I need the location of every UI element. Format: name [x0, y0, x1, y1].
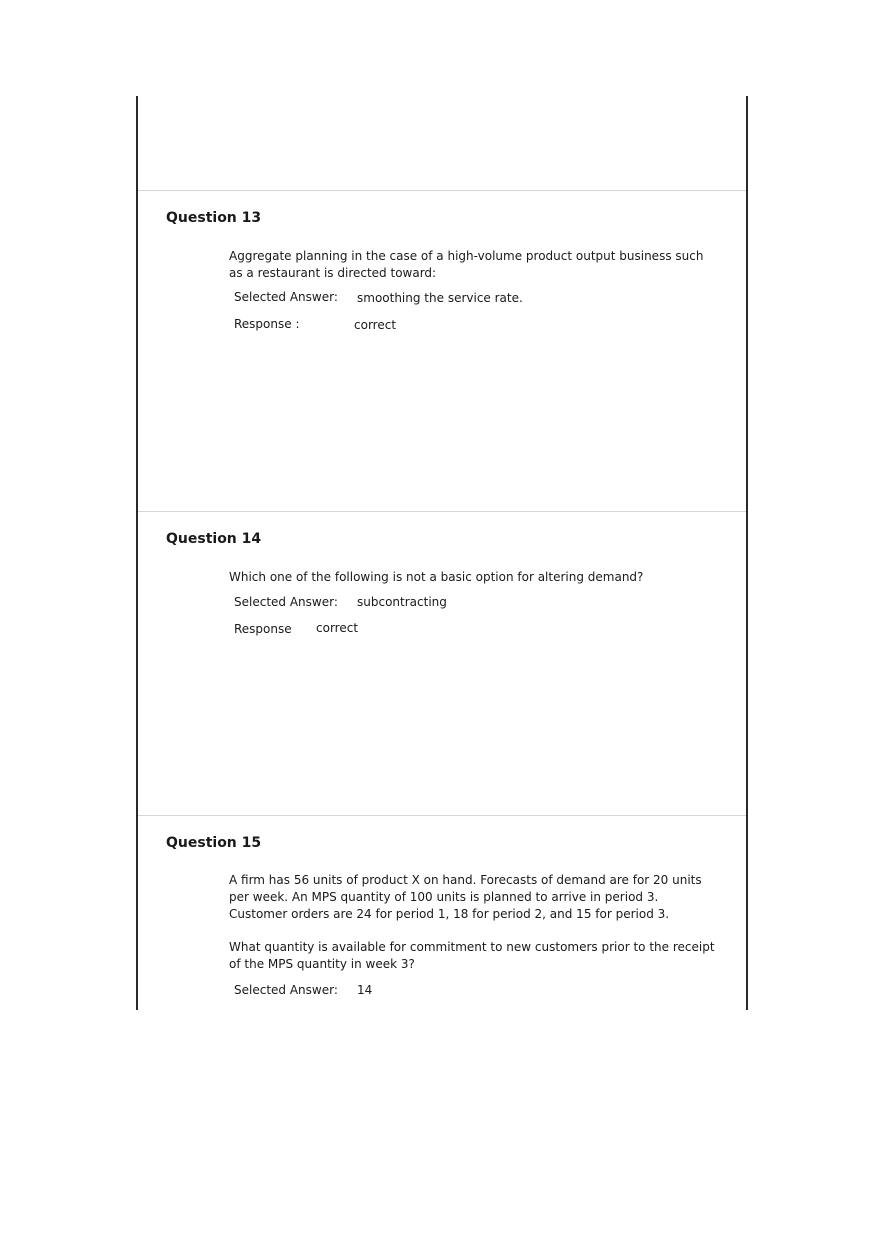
- response-label: Response :: [234, 317, 300, 331]
- question-text: What quantity is available for commitment to new customers prior to the receipt of the MPS quantity in week 3?: [229, 940, 715, 971]
- response-value: correct: [354, 318, 397, 332]
- response-label: Response: [234, 622, 292, 636]
- selected-answer-value: smoothing the service rate.: [357, 291, 523, 305]
- question-text: Aggregate planning in the case of a high-volume product output business such as a restaurant is directed toward:: [229, 249, 704, 280]
- question-text: A firm has 56 units of product X on hand. Forecasts of demand are for 20 units per week. An MPS quantity of 100 units is planned to arrive in period 3. Customer orders are 24 for period 1, 18 for period 2, and 15 for period 3.: [229, 873, 702, 921]
- question-title: Question 15: [166, 835, 262, 851]
- selected-answer-label: Selected Answer:: [234, 595, 338, 609]
- selected-answer-value: 14: [357, 983, 373, 997]
- response-value: correct: [316, 621, 359, 635]
- section-divider: [138, 511, 746, 512]
- question-text: Which one of the following is not a basic option for altering demand?: [229, 570, 644, 584]
- selected-answer-label: Selected Answer:: [234, 290, 338, 304]
- selected-answer-label: Selected Answer:: [234, 983, 338, 997]
- quiz-results-frame: [136, 96, 748, 1010]
- question-title: Question 13: [166, 210, 262, 226]
- section-divider: [138, 815, 746, 816]
- section-divider: [138, 190, 746, 191]
- question-title: Question 14: [166, 531, 262, 547]
- selected-answer-value: subcontracting: [357, 595, 447, 609]
